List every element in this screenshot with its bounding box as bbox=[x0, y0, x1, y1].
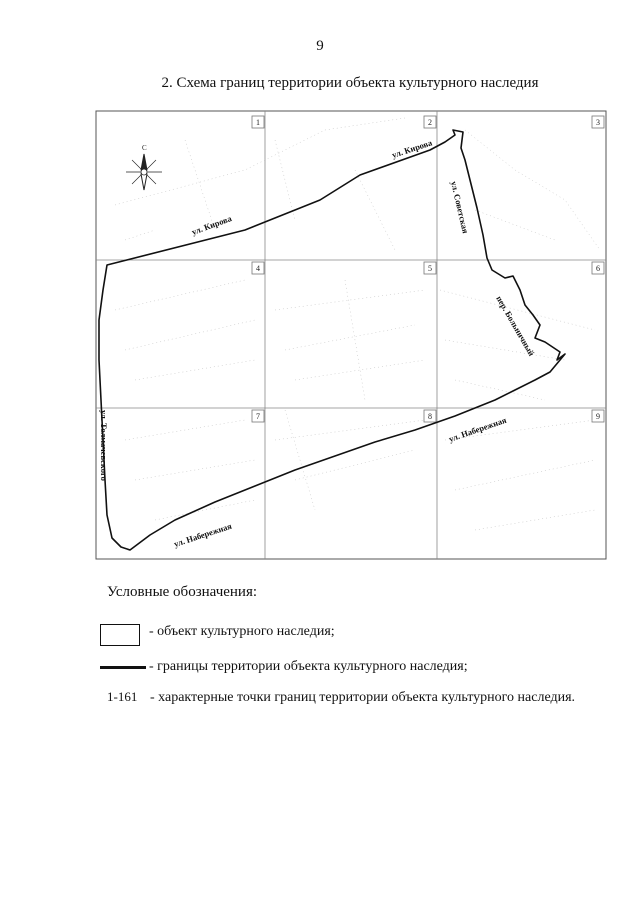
legend-boundary-symbol bbox=[100, 666, 146, 669]
grid-number-2: 2 bbox=[428, 118, 432, 127]
grid-number-5: 5 bbox=[428, 264, 432, 273]
north-label: С bbox=[142, 144, 147, 152]
street-label-kirova-2: ул. Кирова bbox=[390, 137, 434, 160]
legend-object-text: - объект культурного наследия; bbox=[149, 624, 335, 639]
legend-points-text: - характерные точки границ территории объекта культурного наследия. bbox=[150, 690, 576, 705]
street-label-bolnichnaya: пер. Больничный bbox=[494, 294, 537, 358]
street-label-sovetskaya: ул. Советская bbox=[449, 180, 471, 235]
grid-number-8: 8 bbox=[428, 412, 432, 421]
map-svg bbox=[95, 110, 607, 560]
map-border bbox=[96, 111, 606, 559]
grid-number-3: 3 bbox=[596, 118, 600, 127]
boundary-map bbox=[95, 110, 607, 560]
grid-number-7: 7 bbox=[256, 412, 260, 421]
grid-number-4: 4 bbox=[256, 264, 260, 273]
street-label-naberezhnaya-1: ул. Набережная bbox=[172, 520, 233, 549]
legend-point-code: 1-161 bbox=[107, 689, 138, 704]
street-label-naberezhnaya-2: ул. Набережная bbox=[447, 414, 508, 444]
street-label-tolmachevskogo: ул. Толмачевского bbox=[99, 410, 109, 481]
page-number: 9 bbox=[316, 38, 324, 54]
street-label-kirova-1: ул. Кирова bbox=[190, 213, 233, 237]
page-title: 2. Схема границ территории объекта культурного наследия bbox=[161, 75, 539, 91]
grid-number-6: 6 bbox=[596, 264, 600, 273]
legend-object-symbol bbox=[100, 624, 140, 646]
legend-title: Условные обозначения: bbox=[107, 584, 258, 600]
grid-number-9: 9 bbox=[596, 412, 600, 421]
grid-number-1: 1 bbox=[256, 118, 260, 127]
legend-boundary-text: - границы территории объекта культурного наследия; bbox=[149, 659, 468, 674]
